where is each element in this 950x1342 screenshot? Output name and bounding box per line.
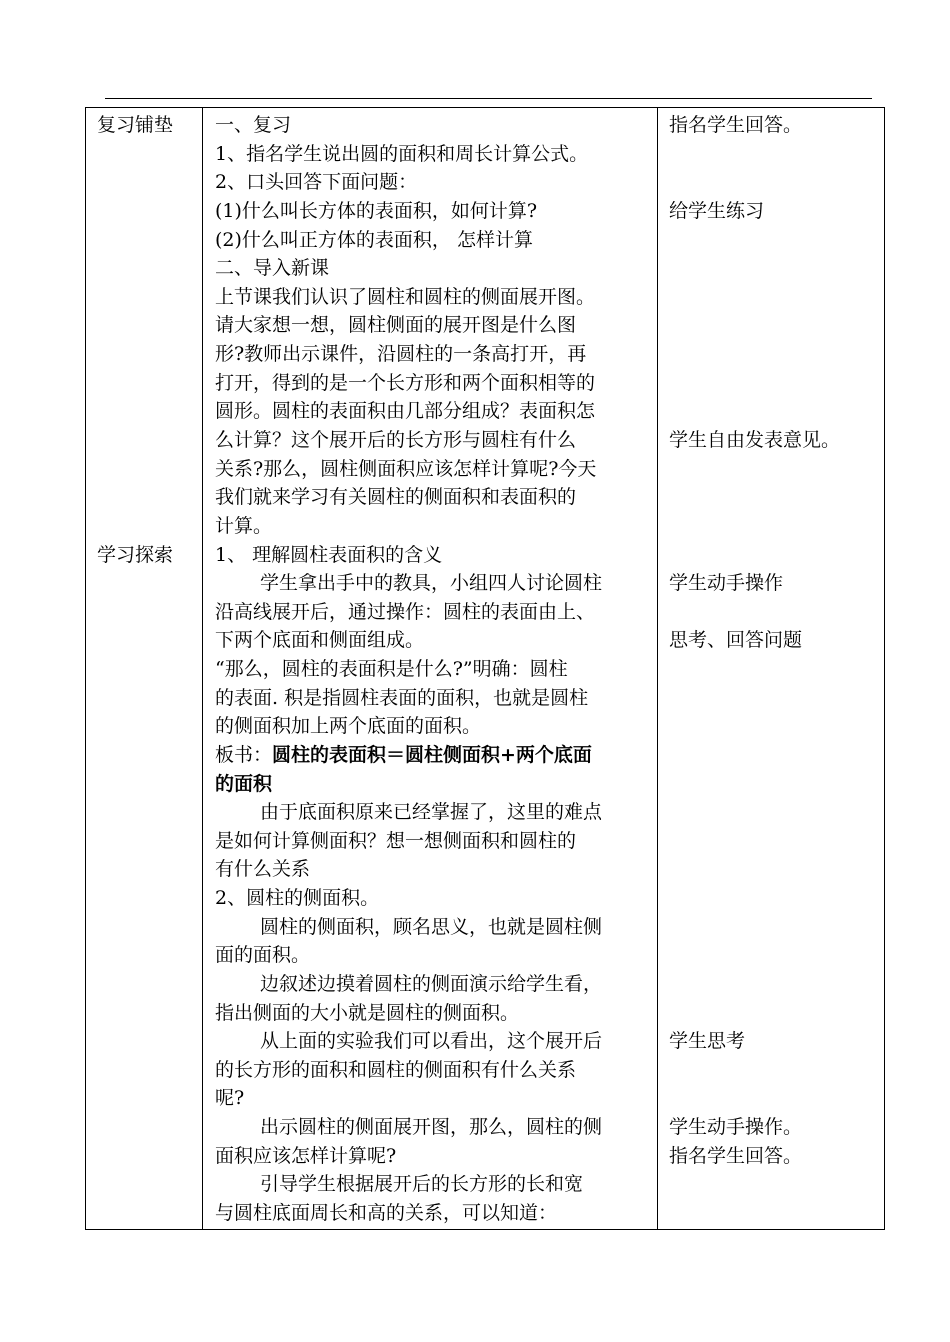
text-line: 的侧面积加上两个底面的面积。 [215, 715, 482, 737]
text-line: 沿高线展开后，通过操作：圆柱的表面由上、 [215, 601, 596, 623]
student-note: 思考、回答问题 [669, 629, 803, 651]
text-line: “那么，圆柱的表面积是什么?”明确：圆柱 [215, 658, 568, 680]
text-line: 圆形。圆柱的表面积由几部分组成？表面积怎 [215, 400, 596, 422]
student-note: 学生动手操作。 [669, 1116, 803, 1138]
stage-label-review: 复习铺垫 [97, 114, 174, 136]
text-line: 1、 理解圆柱表面积的含义 [215, 544, 443, 566]
board-writing-label: 板书： [215, 744, 273, 766]
text-line: 面积应该怎样计算呢? [215, 1145, 397, 1167]
student-note: 指名学生回答。 [669, 114, 803, 136]
text-line: 下两个底面和侧面组成。 [215, 629, 425, 651]
text-line: 学生拿出手中的教具，小组四人讨论圆柱 [260, 572, 603, 594]
text-line: 与圆柱底面周长和高的关系，可以知道： [215, 1202, 558, 1224]
stage-label-explore: 学习探索 [97, 544, 174, 566]
header-rule [105, 98, 872, 99]
board-writing-formula: 圆柱的表面积＝圆柱侧面积+两个底面 [272, 744, 592, 766]
text-line: 面的面积。 [215, 944, 311, 966]
text-line: (1)什么叫长方体的表面积，如何计算? [215, 200, 538, 222]
text-line: 我们就来学习有关圆柱的侧面积和表面积的 [215, 486, 577, 508]
text-line: 么计算？这个展开后的长方形与圆柱有什么 [215, 429, 577, 451]
text-line: 形?教师出示课件，沿圆柱的一条高打开，再 [215, 343, 587, 365]
student-note: 学生动手操作 [669, 572, 784, 594]
text-line: 1、指名学生说出圆的面积和周长计算公式。 [215, 143, 589, 165]
text-line: 出示圆柱的侧面展开图，那么，圆柱的侧 [260, 1116, 603, 1138]
text-line: 引导学生根据展开后的长方形的长和宽 [260, 1173, 584, 1195]
text-line: 边叙述边摸着圆柱的侧面演示给学生看， [260, 973, 603, 995]
text-line: 二、导入新课 [215, 257, 330, 279]
text-line: (2)什么叫正方体的表面积， 怎样计算 [215, 229, 533, 251]
lesson-plan-table [85, 107, 885, 1230]
text-line: 打开，得到的是一个长方形和两个面积相等的 [215, 372, 596, 394]
text-line: 2、圆柱的侧面积。 [215, 887, 380, 909]
text-line: 2、口头回答下面问题： [215, 171, 418, 193]
text-line: 圆柱的侧面积，顾名思义，也就是圆柱侧 [260, 916, 603, 938]
text-line: 请大家想一想，圆柱侧面的展开图是什么图 [215, 314, 577, 336]
text-line: 的表面. 积是指圆柱表面的面积，也就是圆柱 [215, 687, 589, 709]
stage-column [86, 108, 203, 1230]
student-note: 学生自由发表意见。 [669, 429, 841, 451]
text-line: 的长方形的面积和圆柱的侧面积有什么关系 [215, 1059, 577, 1081]
text-line: 指出侧面的大小就是圆柱的侧面积。 [215, 1002, 520, 1024]
student-note: 给学生练习 [669, 200, 765, 222]
text-line: 从上面的实验我们可以看出，这个展开后 [260, 1030, 603, 1052]
board-writing-formula-cont: 的面积 [215, 773, 273, 795]
text-line: 计算。 [215, 515, 273, 537]
student-note: 指名学生回答。 [669, 1145, 803, 1167]
student-note: 学生思考 [669, 1030, 746, 1052]
text-line: 关系?那么，圆柱侧面积应该怎样计算呢?今天 [215, 458, 597, 480]
board-writing-line [215, 741, 592, 769]
text-line: 上节课我们认识了圆柱和圆柱的侧面展开图。 [215, 286, 596, 308]
text-line: 是如何计算侧面积？想一想侧面积和圆柱的 [215, 830, 577, 852]
text-line: 一、复习 [215, 114, 292, 136]
text-line: 由于底面积原来已经掌握了，这里的难点 [260, 801, 603, 823]
text-line: 呢? [215, 1087, 245, 1109]
teaching-process-column [203, 108, 658, 1230]
student-activity-column [658, 108, 885, 1230]
text-line: 有什么关系 [215, 858, 311, 880]
